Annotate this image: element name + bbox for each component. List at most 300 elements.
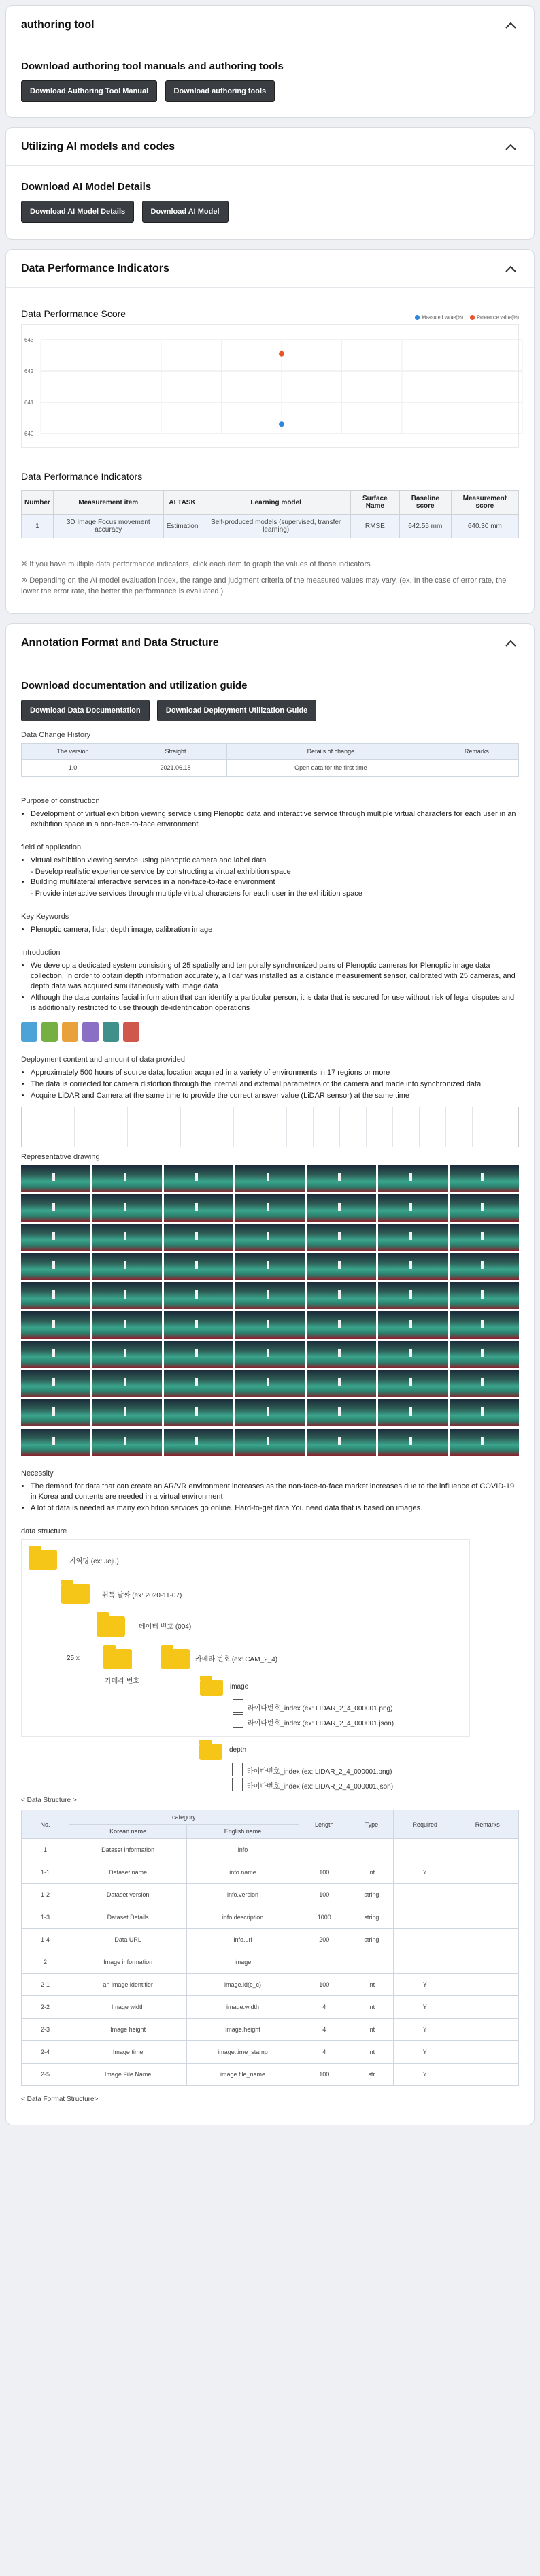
folder-icon [199,1744,222,1760]
table-cell: string [350,1906,393,1929]
representative-image [378,1282,448,1309]
representative-image [21,1165,90,1192]
representative-image [450,1165,519,1192]
table-cell: 2021.06.18 [124,760,226,777]
table-cell: 1-4 [22,1929,69,1951]
table-cell: 200 [299,1929,350,1951]
list-item: • A lot of data is needed as many exhibition services go online. Hard-to-get data You need data that is based on images. [31,1503,519,1514]
representative-image [21,1399,90,1426]
field-sub: - Provide interactive services through multiple virtual characters for each user in the exhibition space [31,890,362,898]
representative-image [92,1311,162,1339]
col-header: Measurement item [53,491,163,515]
download-ai-model-button[interactable]: Download AI Model [142,201,229,223]
folder-icon [200,1680,223,1696]
chevron-up-icon[interactable] [503,139,519,155]
representative-image [164,1282,233,1309]
representative-image [235,1165,305,1192]
table-cell [456,1906,519,1929]
rep-title: Representative drawing [21,1153,100,1162]
depth-folder-label: depth [229,1746,247,1755]
legend-measured[interactable] [415,315,463,320]
table-cell: Y [393,2019,456,2041]
table-row [22,2019,519,2041]
table-cell: 3D Image Focus movement accuracy [53,515,163,538]
table-cell: Y [393,1974,456,1996]
table-cell: 1-2 [22,1884,69,1906]
camera-icon [21,1022,37,1042]
table-cell: string [350,1929,393,1951]
representative-image [21,1224,90,1251]
folder-icon [29,1550,57,1570]
table-cell: Image File Name [69,2064,187,2086]
download-tool-manual-button[interactable]: Download Authoring Tool Manual [21,80,157,102]
representative-image [378,1399,448,1426]
table-cell: string [350,1884,393,1906]
representative-image [307,1165,376,1192]
list-item [31,877,519,887]
representative-image [21,1194,90,1222]
data-structure-diagram [21,1539,470,1737]
table-cell: Y [393,1861,456,1884]
camera-label: 카메라 번호 [105,1678,140,1686]
representative-image [235,1311,305,1339]
table-cell: Y [393,2041,456,2064]
icon-row [21,1022,519,1042]
y-tick-label: 643 [24,337,34,344]
table-row [22,760,519,777]
representative-image [92,1399,162,1426]
deploy-list [31,1068,519,1101]
representative-image [235,1341,305,1368]
legend-label: Measured value(%) [422,315,464,321]
data-amount-image [21,1107,519,1147]
table-cell: Y [393,1996,456,2019]
table-cell: Estimation [163,515,201,538]
col-header: Surface Name [350,491,399,515]
calibration-icon [82,1022,99,1042]
table-cell: 2-1 [22,1974,69,1996]
table-cell: 100 [299,1861,350,1884]
representative-image [378,1429,448,1456]
intro-title: Introduction [21,949,61,958]
representative-image [164,1253,233,1280]
col-header: No. [22,1810,69,1839]
table-cell [456,1884,519,1906]
representative-image [164,1341,233,1368]
performance-section [5,249,535,614]
col-header: Number [22,491,54,515]
score-chart [21,324,519,448]
performance-table [21,490,519,538]
list-item: • Plenoptic camera, lidar, depth image, calibration image [31,925,519,935]
representative-image [21,1311,90,1339]
col-header: Remarks [435,744,518,760]
table-row [22,1861,519,1884]
representative-image [378,1165,448,1192]
representative-image [378,1370,448,1397]
data-point[interactable] [279,422,284,427]
list-item: • The data is corrected for camera distortion through the internal and external parameters of the camera and made into synchronized data [31,1079,519,1090]
purpose-title: Purpose of construction [21,797,100,806]
y-tick-label: 641 [24,400,34,406]
table-cell: 2-2 [22,1996,69,2019]
table-cell [456,2019,519,2041]
representative-image [92,1370,162,1397]
camera-number-label: 카메라 번호 (ex: CAM_2_4) [195,1656,278,1664]
table-cell: image [187,1951,299,1974]
representative-image [92,1194,162,1222]
keywords-title: Key Keywords [21,913,69,922]
section-header[interactable] [6,6,534,44]
representative-image [92,1253,162,1280]
representative-image [378,1194,448,1222]
download-guide-button[interactable]: Download Deployment Utilization Guide [157,700,316,721]
data-point[interactable] [279,351,284,357]
section-header[interactable] [6,128,534,166]
tool-heading: Download authoring tool manuals and authoring tools [21,61,284,72]
history-table [21,743,519,777]
history-label: Data Change History [21,731,91,740]
representative-image [307,1194,376,1222]
table-cell: info.url [187,1929,299,1951]
table-cell: int [350,1996,393,2019]
col-header: Learning model [201,491,350,515]
structure-caption: < Data Structure > [21,1797,77,1805]
list-item [31,855,519,866]
folder-icon [103,1649,132,1669]
sync-icon [103,1022,119,1042]
intro-list [31,961,519,1013]
representative-image [307,1282,376,1309]
representative-image [164,1165,233,1192]
field-title: field of application [21,843,82,852]
representative-image [235,1194,305,1222]
table-cell [299,1951,350,1974]
file-icon [232,1763,243,1776]
ai-models-section [5,127,535,240]
representative-gallery [21,1165,519,1456]
need-title: Necessity [21,1469,54,1478]
col-header: Length [299,1810,350,1839]
chevron-up-icon[interactable] [503,261,519,277]
date-label: 취득 날짜 (ex: 2020-11-07) [102,1592,182,1600]
table-cell: image.width [187,1996,299,2019]
table-row [22,1996,519,2019]
note-multiple: ※ If you have multiple data performance indicators, click each item to graph the values of those indicators. [21,560,373,569]
table-cell [456,1996,519,2019]
table-cell [456,1861,519,1884]
count-label: 25 x [67,1654,80,1663]
table-cell: int [350,2041,393,2064]
representative-image [450,1341,519,1368]
representative-image [307,1224,376,1251]
y-tick-label: 640 [24,431,34,438]
representative-image [235,1370,305,1397]
indicators-heading: Data Performance Indicators [21,471,143,483]
legend-dot [470,315,475,320]
depth-structure [21,1737,519,1791]
region-label: 지역명 (ex: Jeju) [69,1558,119,1566]
file-label: 라이다번호_index (ex: LIDAR_2_4_000001.json) [248,1720,394,1728]
col-header: AI TASK [163,491,201,515]
table-row [22,1929,519,1951]
representative-image [450,1311,519,1339]
representative-image [378,1253,448,1280]
list-item: • We develop a dedicated system consisting of 25 spatially and temporally synchronized pairs of Plenoptic cameras for Plenoptic image data collection. In order to obtain depth information accurately, a lidar was installed as a distance measurement sensor, calibrated with 25 cameras, and depth data was acquired simultaneously with image data [31,961,519,992]
table-cell: 4 [299,1996,350,2019]
representative-image [164,1224,233,1251]
file-icon [233,1714,243,1728]
representative-image [378,1341,448,1368]
file-label: 라이다번호_index (ex: LIDAR_2_4_000001.json) [247,1783,394,1791]
score-chart-svg [22,325,529,447]
file-label: 라이다번호_index (ex: LIDAR_2_4_000001.png) [247,1768,392,1776]
list-item: • Although the data contains facial information that can identify a particular person, it is data that is secured for use without risk of legal disputes and is additionally restricted to use through de-identification operations [31,993,519,1013]
table-cell: Open data for the first time [226,760,435,777]
chevron-up-icon[interactable] [503,17,519,33]
section-header[interactable] [6,250,534,288]
representative-image [450,1399,519,1426]
chevron-up-icon[interactable] [503,635,519,651]
representative-image [378,1224,448,1251]
table-cell: str [350,2064,393,2086]
table-cell: 1-1 [22,1861,69,1884]
table-cell: Image height [69,2019,187,2041]
representative-image [164,1194,233,1222]
table-cell: image.file_name [187,2064,299,2086]
section-header[interactable] [6,624,534,662]
table-cell: Dataset Details [69,1906,187,1929]
representative-image [235,1429,305,1456]
table-cell: info [187,1839,299,1861]
table-cell [435,760,518,777]
download-documentation-button[interactable]: Download Data Documentation [21,700,150,721]
y-tick-label: 642 [24,368,34,375]
table-cell: an image identifier [69,1974,187,1996]
col-header: Required [393,1810,456,1839]
table-cell: Dataset information [69,1839,187,1861]
table-cell: 100 [299,2064,350,2086]
table-row [22,1974,519,1996]
table-cell [456,1951,519,1974]
col-header: Straight [124,744,226,760]
representative-image [307,1399,376,1426]
representative-image [307,1370,376,1397]
table-cell: 4 [299,2041,350,2064]
table-cell: int [350,1861,393,1884]
representative-image [21,1341,90,1368]
section-title: Utilizing AI models and codes [21,140,175,152]
representative-image [307,1429,376,1456]
section-title: authoring tool [21,18,95,31]
table-row [22,2064,519,2086]
representative-image [164,1429,233,1456]
list-item: • Development of virtual exhibition viewing service using Plenoptic data and interactive service through multiple virtual characters for each user in an exhibition space in a non-face-to-face environment [31,809,519,830]
representative-image [92,1282,162,1309]
col-header: English name [187,1825,299,1839]
field-item: Building multilateral interactive services in a non-face-to-face environment [31,878,275,887]
image-folder-label: image [230,1683,249,1691]
table-cell: Self-produced models (supervised, transfer learning) [201,515,350,538]
representative-image [21,1253,90,1280]
representative-image [307,1253,376,1280]
anno-heading: Download documentation and utilization guide [21,680,248,692]
table-cell: Image information [69,1951,187,1974]
representative-image [450,1282,519,1309]
ai-heading: Download AI Model Details [21,181,152,193]
representative-image [21,1429,90,1456]
download-tools-button[interactable]: Download authoring tools [165,80,275,102]
table-cell: 1000 [299,1906,350,1929]
table-cell: 1 [22,1839,69,1861]
table-cell: 1 [22,515,54,538]
table-cell [456,1974,519,1996]
representative-image [164,1370,233,1397]
table-cell: Data URL [69,1929,187,1951]
table-row [22,1884,519,1906]
representative-image [92,1341,162,1368]
list-item: • The demand for data that can create an AR/VR environment increases as the non-face-to-face market increases due to the influence of COVID-19 in Korea and contents are needed in a virtual environment [31,1482,519,1502]
col-header: Remarks [456,1810,519,1839]
ds-title: data structure [21,1527,67,1536]
field-list [31,877,519,887]
table-cell: 1.0 [22,760,124,777]
keywords-list [31,925,519,935]
table-cell: 2-5 [22,2064,69,2086]
table-cell: RMSE [350,515,399,538]
table-cell: info.name [187,1861,299,1884]
col-header: category [69,1810,299,1825]
col-header: Measurement score [451,491,518,515]
authoring-tool-section [5,5,535,118]
table-cell [456,2064,519,2086]
table-cell: image.time_stamp [187,2041,299,2064]
depth-icon [62,1022,78,1042]
col-header: Baseline score [399,491,451,515]
table-cell: Image time [69,2041,187,2064]
legend-reference[interactable] [470,315,519,320]
representative-image [92,1165,162,1192]
table-cell: Y [393,2064,456,2086]
section-title: Annotation Format and Data Structure [21,636,219,649]
deploy-title: Deployment content and amount of data provided [21,1056,185,1064]
table-cell [350,1839,393,1861]
representative-image [450,1370,519,1397]
table-cell: 1-3 [22,1906,69,1929]
representative-image [235,1224,305,1251]
format-caption: < Data Format Structure> [21,2096,99,2104]
person-icon [123,1022,139,1042]
section-title: Data Performance Indicators [21,262,169,274]
table-cell: image.height [187,2019,299,2041]
representative-image [92,1429,162,1456]
representative-image [92,1224,162,1251]
table-cell [393,1839,456,1861]
col-header: Details of change [226,744,435,760]
table-cell [393,1906,456,1929]
table-row [22,1839,519,1861]
representative-image [378,1311,448,1339]
table-cell: 4 [299,2019,350,2041]
list-item: • Approximately 500 hours of source data, location acquired in a variety of environments in 17 regions or more [31,1068,519,1078]
table-cell [456,1839,519,1861]
table-cell: info.version [187,1884,299,1906]
purpose-list [31,809,519,830]
field-sub: - Develop realistic experience service by constructing a virtual exhibition space [31,868,291,877]
table-cell [393,1929,456,1951]
file-label: 라이다번호_index (ex: LIDAR_2_4_000001.png) [248,1705,393,1713]
table-row [22,1951,519,1974]
list-item: • Acquire LiDAR and Camera at the same time to provide the correct answer value (LiDAR sensor) at the same time [31,1091,519,1101]
representative-image [307,1341,376,1368]
representative-image [235,1282,305,1309]
folder-icon [97,1616,125,1637]
representative-image [450,1253,519,1280]
table-cell [393,1884,456,1906]
field-list [31,855,519,866]
table-cell: 640.30 mm [451,515,518,538]
table-cell [393,1951,456,1974]
representative-image [21,1370,90,1397]
representative-image [307,1311,376,1339]
representative-image [450,1194,519,1222]
table-cell: Dataset name [69,1861,187,1884]
representative-image [235,1253,305,1280]
table-cell: 100 [299,1884,350,1906]
representative-image [21,1282,90,1309]
need-list [31,1482,519,1514]
table-cell [456,1929,519,1951]
table-row [22,1906,519,1929]
table-cell [350,1951,393,1974]
col-header: The version [22,744,124,760]
table-row [22,515,519,538]
table-cell [299,1839,350,1861]
table-cell: info.description [187,1906,299,1929]
data-number-label: 데이터 번호 (004) [139,1623,192,1631]
file-icon [232,1778,243,1791]
folder-icon [61,1584,90,1604]
table-cell: 2 [22,1951,69,1974]
field-item: Virtual exhibition viewing service using plenoptic camera and label data [31,856,267,865]
table-cell: Dataset version [69,1884,187,1906]
score-heading: Data Performance Score [21,308,126,319]
representative-image [164,1311,233,1339]
table-cell: 2-4 [22,2041,69,2064]
legend-dot [415,315,420,320]
annotation-section [5,623,535,2125]
table-cell: 100 [299,1974,350,1996]
col-header: Korean name [69,1825,187,1839]
table-cell: image.id(c_c) [187,1974,299,1996]
table-cell [456,2041,519,2064]
table-row [22,2041,519,2064]
download-ai-details-button[interactable]: Download AI Model Details [21,201,134,223]
file-icon [233,1699,243,1713]
table-cell: 2-3 [22,2019,69,2041]
representative-image [450,1224,519,1251]
note-criteria: ※ Depending on the AI model evaluation index, the range and judgment criteria of the measured values may vary. (ex. In the case of error rate, the lower the error rate, the better the performance is evaluated.) [21,576,507,596]
table-cell: 642.55 mm [399,515,451,538]
folder-icon [161,1649,190,1669]
col-header: Type [350,1810,393,1839]
representative-image [164,1399,233,1426]
representative-image [235,1399,305,1426]
table-cell: int [350,2019,393,2041]
legend-label: Reference value(%) [477,315,519,321]
lidar-icon [41,1022,58,1042]
structure-table [21,1810,519,2086]
